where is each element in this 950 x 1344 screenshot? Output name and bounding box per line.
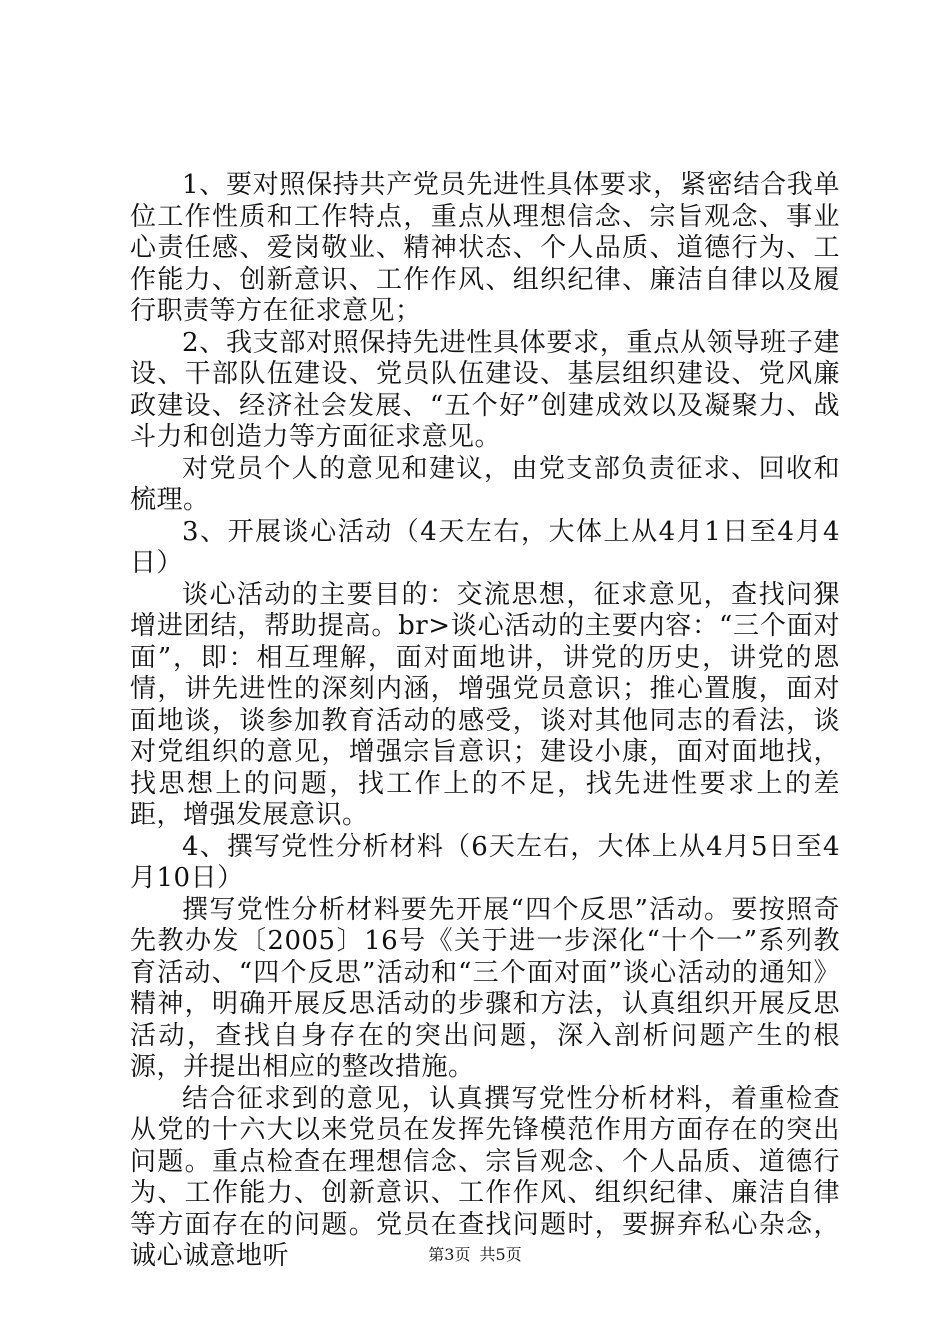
paragraph-3: 对党员个人的意见和建议，由党支部负责征求、回收和梳理。	[130, 453, 840, 515]
paragraph-4: 3、开展谈心活动（4天左右，大体上从4月1日至4月4日）	[130, 516, 840, 578]
paragraph-5: 谈心活动的主要目的：交流思想，征求意见，查找问猓增进团结，帮助提高。br>谈心活动的主要内容：“三个面对面”，即：相互理解，面对面地讲，讲党的历史，讲党的恩情，讲先进性的深刻内涵，增强党员意识；推心置腹，面对面地谈，谈参加教育活动的感受，谈对其他同志的看法，谈对党组织的意见，增强宗旨意识；建设小康，面对面地找，找思想上的问题，找工作上的不足，找先进性要求上的差距，增强发展意识。	[130, 579, 840, 830]
paragraph-6: 4、撰写党性分析材料（6天左右，大体上从4月5日至4月10日）	[130, 831, 840, 893]
document-body	[130, 170, 840, 1273]
paragraph-2: 2、我支部对照保持先进性具体要求，重点从领导班子建设、干部队伍建设、党员队伍建设、基层组织建设、党风廉政建设、经济社会发展、“五个好”创建成效以及凝聚力、战斗力和创造力等方面征求意见。	[130, 327, 840, 452]
page-number: 第3页	[428, 1245, 471, 1264]
page-footer	[0, 1245, 950, 1265]
paragraph-8: 结合征求到的意见，认真撰写党性分析材料，着重检查从党的十六大以来党员在发挥先锋模范作用方面存在的突出问题。重点检查在理想信念、宗旨观念、个人品质、道德行为、工作能力、创新意识、工作作风、组织纪律、廉洁自律等方面存在的问题。党员在查找问题时，要摒弃私心杂念，诚心诚意地听	[130, 1083, 840, 1271]
paragraph-1: 1、要对照保持共产党员先进性具体要求，紧密结合我单位工作性质和工作特点，重点从理想信念、宗旨观念、事业心责任感、爱岗敬业、精神状态、个人品质、道德行为、工作能力、创新意识、工作作风、组织纪律、廉洁自律以及履行职责等方在征求意见；	[130, 170, 840, 326]
paragraph-7: 撰写党性分析材料要先开展“四个反思”活动。要按照奇先教办发〔2005〕16号《关于进一步深化“十个一”系列教育活动、“四个反思”活动和“三个面对面”谈心活动的通知》精神，明确开展反思活动的步骤和方法，认真组织开展反思活动，查找自身存在的突出问题，深入剖析问题产生的根源，并提出相应的整改措施。	[130, 894, 840, 1082]
page-total: 共5页	[479, 1245, 522, 1264]
